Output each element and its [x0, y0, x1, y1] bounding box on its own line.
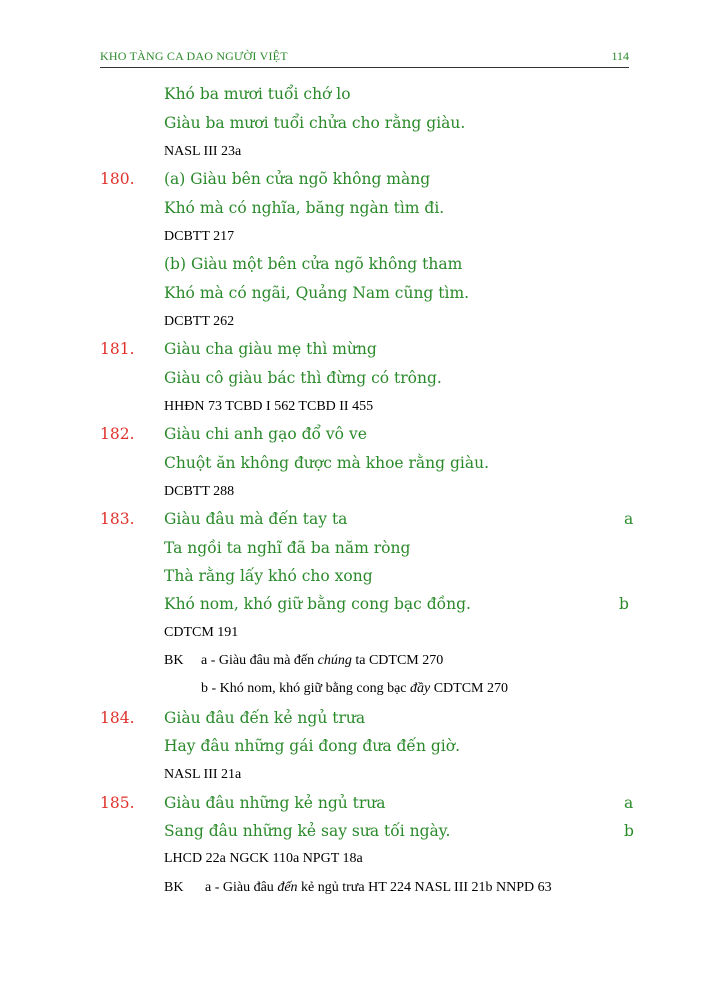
verse-line: Sang đâu những kẻ say sưa tối ngày. — [164, 822, 451, 840]
verse-line: Giàu đâu mà đến tay ta — [164, 510, 348, 528]
source-ref: DCBTT 217 — [164, 229, 235, 244]
header-rule — [100, 67, 629, 68]
verse-line: Giàu cô giàu bác thì đừng có trông. — [164, 369, 442, 387]
line-marker-a: a — [624, 794, 634, 812]
source-ref: DCBTT 262 — [164, 314, 235, 329]
page-number: 114 — [611, 49, 629, 63]
variant-label: BK — [164, 653, 184, 668]
verse-line: Thà rằng lấy khó cho xong — [164, 567, 373, 585]
variant-note: b - Khó nom, khó giữ bằng cong bạc đầy CDTCM 270 — [201, 681, 509, 696]
verse-number-183: 183. — [100, 510, 135, 528]
verse-line: Hay đâu những gái đong đưa đến giờ. — [164, 737, 461, 755]
line-marker-b: b — [619, 595, 629, 613]
line-marker-b: b — [624, 822, 634, 840]
variant-note: a - Giàu đâu đến kẻ ngủ trưa HT 224 NASL III 21b NNPD 63 — [205, 880, 552, 895]
verse-number-184: 184. — [100, 709, 135, 727]
verse-line: Giàu đâu đến kẻ ngủ trưa — [164, 709, 366, 727]
source-ref: HHĐN 73 TCBD I 562 TCBD II 455 — [164, 399, 374, 414]
verse-line: Khó mà có nghĩa, băng ngàn tìm đi. — [164, 199, 445, 217]
verse-line: Giàu đâu những kẻ ngủ trưa — [164, 794, 386, 812]
source-ref: DCBTT 288 — [164, 484, 235, 499]
line-marker-a: a — [624, 510, 634, 528]
verse-number-185: 185. — [100, 794, 135, 812]
verse-line: (a) Giàu bên cửa ngõ không màng — [164, 170, 431, 188]
verse-number-181: 181. — [100, 340, 135, 358]
variant-emphasis: đến — [277, 880, 298, 895]
source-ref: NASL III 21a — [164, 767, 242, 782]
variant-emphasis: đầy — [410, 681, 431, 696]
verse-number-182: 182. — [100, 425, 135, 443]
verse-line: Giàu cha giàu mẹ thì mừng — [164, 340, 377, 358]
verse-line: Ta ngồi ta nghĩ đã ba năm ròng — [164, 539, 411, 557]
verse-line: Khó mà có ngãi, Quảng Nam cũng tìm. — [164, 284, 470, 302]
source-ref: LHCD 22a NGCK 110a NPGT 18a — [164, 851, 363, 866]
book-title: KHO TÀNG CA DAO NGƯỜI VIỆT — [100, 49, 288, 63]
verse-line: Chuột ăn không được mà khoe rằng giàu. — [164, 454, 490, 472]
verse-line: Giàu ba mươi tuổi chửa cho rằng giàu. — [164, 114, 466, 132]
verse-number-180: 180. — [100, 170, 135, 188]
source-ref: CDTCM 191 — [164, 625, 239, 640]
variant-note: a - Giàu đâu mà đến chúng ta CDTCM 270 — [201, 653, 444, 668]
verse-line: Khó ba mươi tuổi chớ lo — [164, 85, 351, 103]
variant-emphasis: chúng — [317, 653, 352, 668]
verse-line: (b) Giàu một bên cửa ngõ không tham — [164, 255, 463, 273]
variant-label: BK — [164, 880, 184, 895]
source-ref: NASL III 23a — [164, 144, 242, 159]
verse-line: Giàu chi anh gạo đổ vô ve — [164, 425, 367, 443]
verse-line: Khó nom, khó giữ bằng cong bạc đồng. — [164, 595, 471, 613]
